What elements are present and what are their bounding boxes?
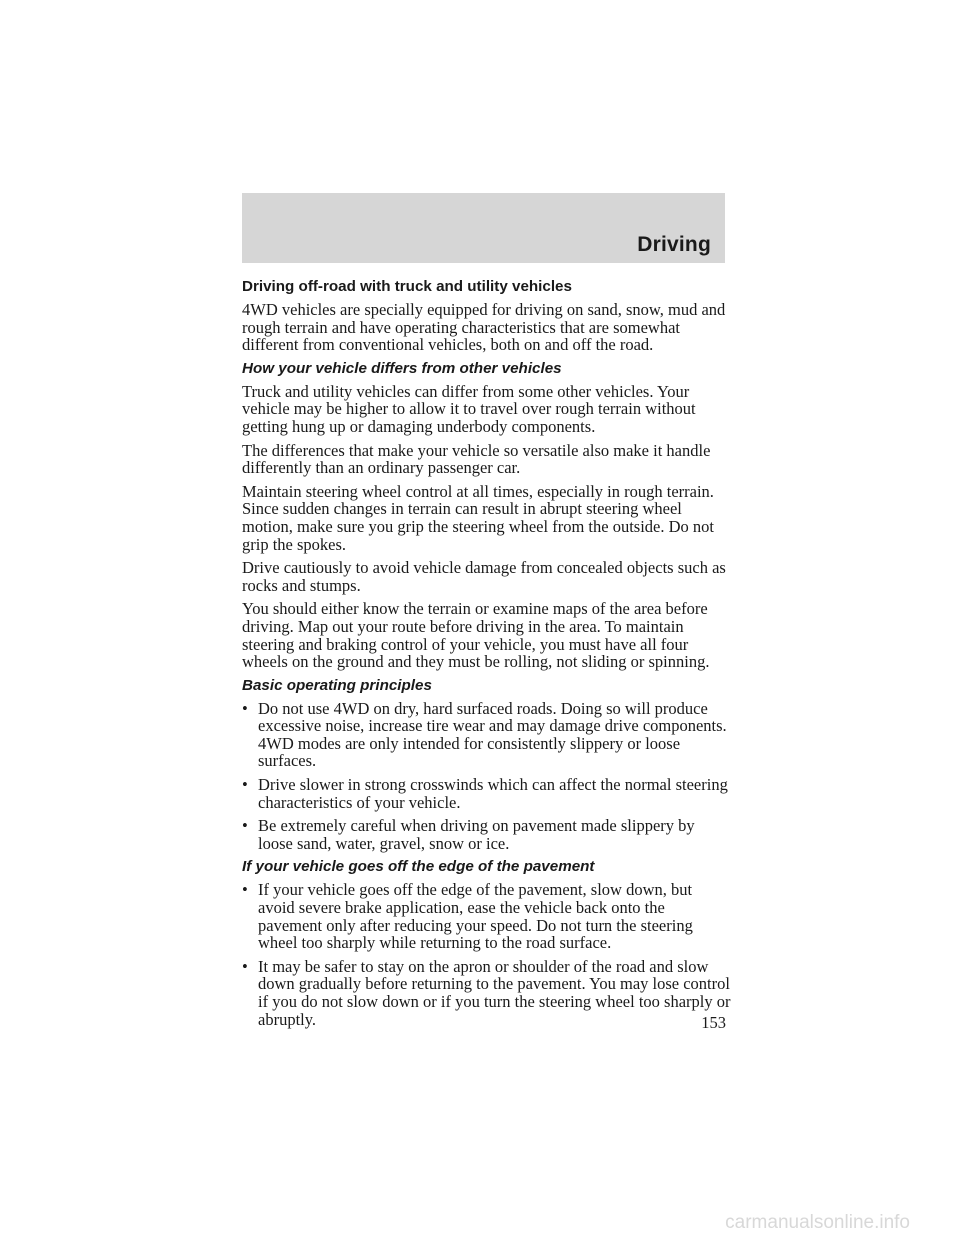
paragraph: 4WD vehicles are specially equipped for driving on sand, snow, mud and rough terrain and have operating characteristics that are somewhat different from conventional vehicles, both on and off the road. [242,300,726,355]
list-item [242,817,732,852]
list-item [242,700,732,770]
list-item-text: Drive slower in strong crosswinds which can affect the normal steering characteristics of your vehicle. [258,775,728,812]
paragraph: The differences that make your vehicle so versatile also make it handle differently than an ordinary passenger car. [242,440,711,478]
list-item [242,776,732,811]
bullet-list-off-pavement [242,881,732,1028]
watermark: carmanualsonline.info [725,1212,910,1233]
bullet-icon: • [242,698,248,718]
list-item-text: Do not use 4WD on dry, hard surfaced roads. Doing so will produce excessive noise, increase tire wear and may damage drive components. 4WD modes are only intended for consistently slippery or loose surfaces. [258,698,727,771]
list-item-text: Be extremely careful when driving on pavement made slippery by loose sand, water, gravel, snow or ice. [258,816,695,853]
page-number: 153 [701,1013,726,1032]
heading-off-road: Driving off-road with truck and utility vehicles [242,278,572,295]
list-item-text: If your vehicle goes off the edge of the pavement, slow down, but avoid severe brake application, ease the vehicle back onto the pavement only after reducing your speed. Do not turn the steering wheel too sharply while returning to the road surface. [258,880,693,953]
bullet-icon: • [242,775,248,795]
section-title: Driving [637,233,711,256]
paragraph: You should either know the terrain or examine maps of the area before driving. Map out your route before driving in the area. To maintain steering and braking control of your vehicle, you must have all four wheels on the ground and they must be rolling, not sliding or spinning. [242,599,710,672]
paragraph: Drive cautiously to avoid vehicle damage from concealed objects such as rocks and stumps. [242,558,726,595]
page-content [242,278,732,1034]
list-item [242,881,732,951]
section-header-band [242,193,725,263]
paragraph: Maintain steering wheel control at all times, especially in rough terrain. Since sudden changes in terrain can result in abrupt steering wheel motion, make sure you grip the steering wheel from the outside. Do not grip the spokes. [242,481,714,554]
heading-vehicle-differs: How your vehicle differs from other vehicles [242,359,562,377]
list-item [242,958,732,1028]
bullet-icon: • [242,880,248,900]
paragraph: Truck and utility vehicles can differ from some other vehicles. Your vehicle may be higher to allow it to travel over rough terrain without getting hung up or damaging underbody components. [242,381,696,436]
heading-basic-principles: Basic operating principles [242,676,432,694]
bullet-list-basic-principles [242,700,732,853]
bullet-icon: • [242,816,248,836]
bullet-icon: • [242,956,248,976]
list-item-text: It may be safer to stay on the apron or shoulder of the road and slow down gradually before returning to the pavement. You may lose control if you do not slow down or if you turn the steering wheel too sharply or abruptly. [258,956,731,1029]
heading-off-pavement: If your vehicle goes off the edge of the pavement [242,858,595,876]
